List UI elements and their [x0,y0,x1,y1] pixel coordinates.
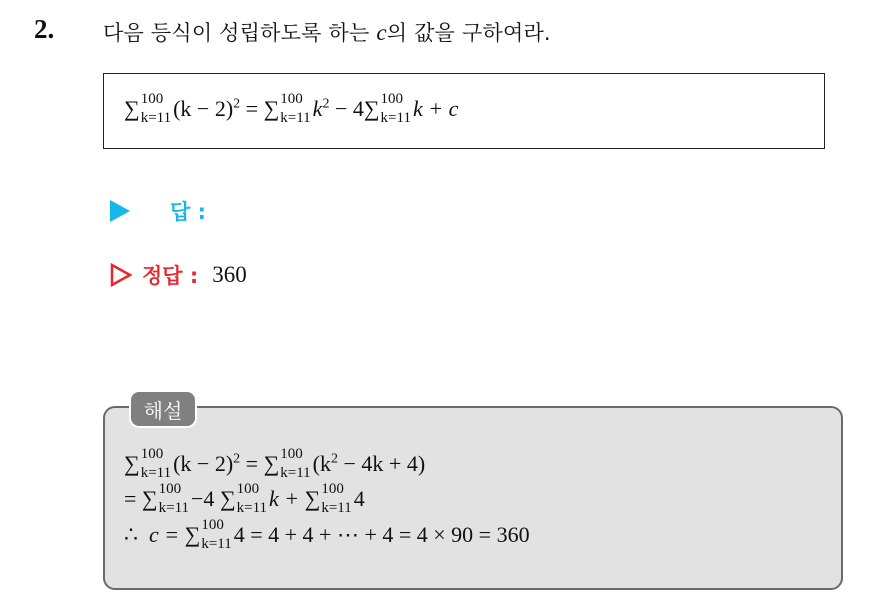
correct-answer-value: 360 [212,262,247,287]
equation-box [103,73,825,149]
summation: ∑ 100 k=11 [263,91,311,126]
question-variable: c [376,20,387,45]
solution-line-1: ∑ 100 k=11 $(k - 2)^2$ = ∑ 100 k=11 $(k^2 - 4k + 4)$ [124,446,426,481]
question-text-before: 다음 등식이 성립하도록 하는 [103,21,370,45]
correct-answer-row [110,260,247,290]
question-text-after: 의 값을 구하여라. [386,21,551,45]
correct-answer-label: 정답 : [142,264,199,288]
solution-line-3: ∴ c = ∑ 100 k=11 4 = 4 + 4 + ⋯ + 4 = 4 × 90 = 360 [124,517,530,552]
question-text [103,17,551,47]
given-equation: ∑ 100 k=11 $(k - 2)^2$ = ∑ 100 k=11 $k^2 - 4$ ∑ 100 k=11 k + c [124,91,459,126]
question-number: 2. [34,14,55,44]
play-triangle-icon [110,200,130,222]
solution-tag: 해설 [129,390,197,428]
answer-row [110,196,206,226]
summation: ∑ 100 k=11 [124,91,172,126]
solution-line-2: = ∑ 100 k=11 −4 ∑ 100 k=11 k + ∑ 100 k=11 4 [124,481,365,516]
eq-lhs-term: (k − 2) [173,96,234,121]
outline-triangle-icon [110,263,132,287]
summation: ∑ 100 k=11 [363,91,411,126]
answer-label: 답 : [170,200,206,224]
